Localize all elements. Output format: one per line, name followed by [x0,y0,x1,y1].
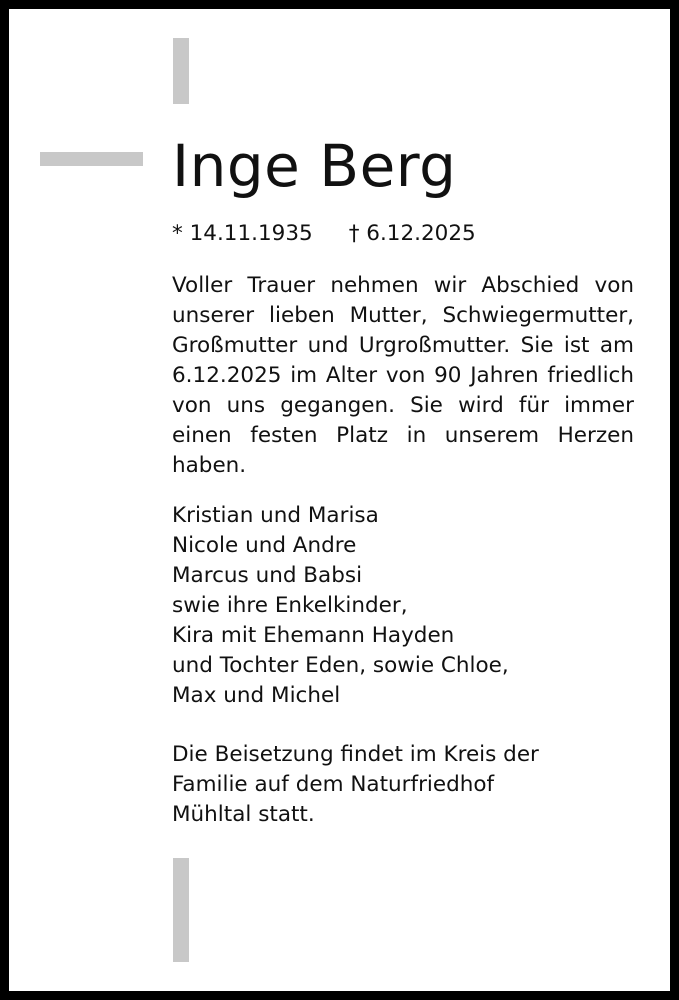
funeral-line: Mühltal statt. [172,802,315,827]
obituary-card [9,9,670,991]
signer-line: und Tochter Eden, sowie Chloe, [172,653,509,678]
funeral-notice [172,740,634,830]
funeral-line: Die Beisetzung findet im Kreis der [172,742,539,767]
birth-date: * 14.11.1935 [172,221,313,246]
signer-line: Marcus und Babsi [172,563,363,588]
death-date: † 6.12.2025 [348,221,476,246]
signer-line: swie ihre Enkelkinder, [172,593,408,618]
signer-line: Max und Michel [172,683,341,708]
signers-list [172,501,634,711]
cross-bar-bottom [173,858,189,962]
obituary-message: Voller Trauer nehmen wir Abschied von unserer lieben Mutter, Schwiegermutter, Großmutter und Urgroßmutter. Sie ist am 6.12.2025 im Alter von 90 Jahren friedlich von uns gegangen. Sie wird für immer einen festen Platz in unserem Herzen haben. [172,273,634,478]
signer-line: Kristian und Marisa [172,503,379,528]
cross-bar-left [40,152,143,166]
deceased-name: Inge Berg [172,132,457,200]
cross-bar-top [173,38,189,104]
funeral-line: Familie auf dem Naturfriedhof [172,772,495,797]
life-dates [172,220,634,248]
signer-line: Nicole und Andre [172,533,357,558]
signer-line: Kira mit Ehemann Hayden [172,623,455,648]
